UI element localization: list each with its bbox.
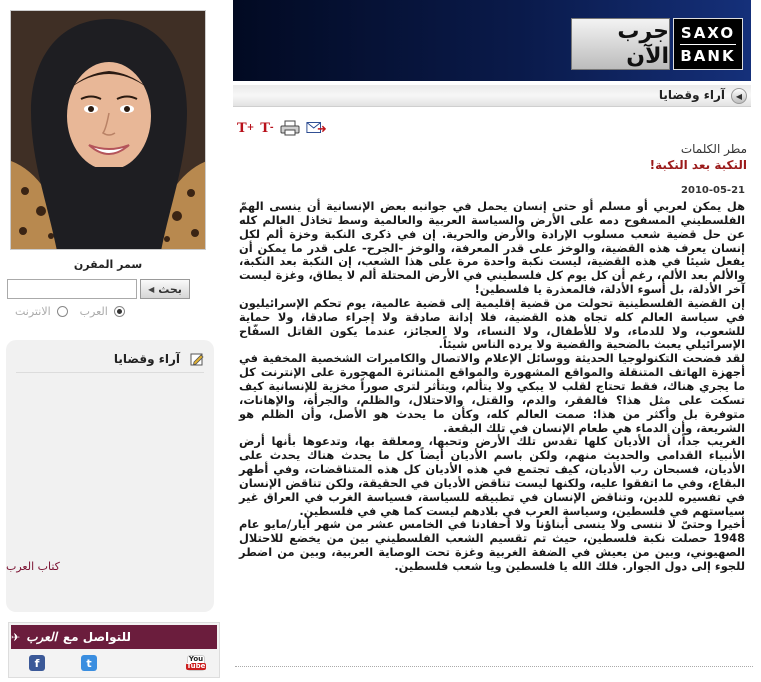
connect-logo-icon: ✈: [11, 630, 21, 644]
writers-link[interactable]: كتاب العرب: [6, 560, 60, 573]
email-icon[interactable]: [306, 120, 326, 136]
connect-box: [8, 622, 220, 678]
arrow-left-icon: ◀: [148, 284, 155, 294]
author-portrait: [11, 11, 206, 250]
article-date: 2010-05-21: [681, 185, 745, 196]
pencil-icon: [190, 352, 204, 366]
radio-internet[interactable]: [57, 306, 68, 317]
search-input[interactable]: [7, 279, 137, 299]
article-paragraph: إن القضية الفلسطينية تحولت من قضية إقليمية إلى قضية عالمية، يوم تحكم الإسرائيليون في سياسة العالم كله تجاه هذه القضية، فلا إدانة صادقة ولا إجراء صادقا، ولا حماية للشعوب، ولا للدماء، ولا للأطفال، ولا النساء، ولا العجائز، عندما يكون القاتل السفّاح الإسرائيلي يعبث بالضحية والقضية ولا يرده الناس شيئاً.: [239, 295, 745, 352]
panel-divider: [16, 372, 204, 373]
youtube-icon[interactable]: [187, 655, 205, 671]
main-content: [233, 0, 753, 682]
font-decrease-letter: T: [260, 120, 270, 136]
saxo-logo-line2: BANK: [680, 46, 736, 65]
opinions-panel-label: آراء وقضايا: [113, 352, 180, 366]
sidebar: [0, 0, 222, 682]
chevron-left-icon[interactable]: ◀: [731, 88, 747, 104]
article-paragraph: هل يمكن لعربي أو مسلم أو حتى إنسان يحمل في جوانبه بعض الإنسانية أن ينسى الهمّ الفلسطيني المسفوح دمه على الأرض والسياسة العربية والعالمية وسط تخاذل العالم كله عن حل قضية شعب مسلوب الإرادة والأرض والحرية. إن في ذكرى النكبة وخزة ألم لكل إنسان يعرف هذه القضية، والوخز على قدر المعرفة، والوخز -الجرح- على قدر ما يمكن أن يفعل شيئا في هذه القضية، ليست نكبة واحدة مرة على هذا الشعب، إن النكبة بعد النكبة، والألم بعد الألم، رغم أن كل يوم كل فلسطيني في الأرض المحتلة ألم لا يطاق، وغزة ليست آخر الأدلة، بل أسوء الأدلة، فالمعذرة يا فلسطين!: [239, 199, 745, 297]
article-tools: [237, 119, 326, 137]
font-increase-sign: +: [246, 123, 255, 133]
radio-alarab-label: العرب: [79, 304, 108, 318]
author-name: سمر المقرن: [73, 258, 143, 271]
font-increase-letter: T: [237, 120, 247, 136]
section-bar: [233, 85, 751, 107]
saxo-bank-logo: [673, 18, 743, 70]
connect-brand: العرب: [26, 630, 57, 644]
radio-internet-label: الانترنت: [15, 304, 51, 318]
article-paragraph: أخيرا وحتىّ لا ننسى ولا ينسى أبناؤنا ولا أحفادنا في الخامس عشر من شهر أيار/مايو عام 1948 حصلت نكبة فلسطين، حيث تم تقسيم الشعب الفلسطيني بين من يخضع للاحتلال الصهيوني، وبين من يعيش في الضفة الغربية وغزة تحت الوصاية العربية، وبين من اضطر للجوء إلى دول الجوار. فلك الله يا فلسطين ويا شعب فلسطين.: [239, 517, 745, 573]
search-scope: [7, 303, 125, 319]
saxo-logo-line1: SAXO: [680, 23, 736, 42]
footer-divider: [235, 666, 753, 667]
article-author: مطر الكلمات: [680, 142, 747, 156]
search-button-label: بحث: [158, 282, 182, 296]
article-body: [239, 200, 745, 574]
section-title[interactable]: آراء وقضايا: [658, 88, 725, 102]
connect-label: للتواصل مع: [62, 630, 131, 644]
twitter-icon[interactable]: t: [81, 655, 97, 671]
article-paragraph: الغريب جداً، أن الأديان كلها تقدس تلك الأرض وتحبها، ومعلقة بها، وتدعوها بأنها أرض الأنبياء القدامى والحديث منهم، ولكن باسم الأديان أيضاً كل ما يحدث هناك يحدث على الأديان، فسبحان رب الأديان، كيف تجتمع في هذه الأديان كل هذه المتناقضات، وفي أطهر البقاع، وفي ما اتفقوا عليه، ولكنها ليست تناقض الأديان في الحقيقة، ولكن تناقض الإنسان في تفسيره للدين، وتناقض الإنسان في تطبيقه للسياسة، فسياسة الغرب في العراق غير سياستهم في فلسطين، وسياسة العرب في بلادهم ليست كما هي في فلسطين.: [239, 434, 745, 518]
font-decrease-button[interactable]: [260, 119, 273, 137]
saxo-logo-rule: [680, 44, 736, 45]
font-increase-button[interactable]: [237, 119, 254, 137]
article-title: النكبة بعد النكبة!: [649, 158, 747, 172]
youtube-icon-tube: Tube: [186, 662, 206, 670]
try-now-button[interactable]: جرب الآن: [571, 18, 670, 70]
youtube-icon-text: You: [188, 655, 204, 663]
printer-icon[interactable]: [280, 120, 300, 136]
opinions-panel-title[interactable]: [114, 348, 204, 370]
font-decrease-sign: -: [269, 123, 274, 133]
search-button[interactable]: [140, 279, 190, 299]
ad-banner[interactable]: [233, 0, 751, 81]
author-photo: [10, 10, 206, 250]
article-paragraph: لقد فضحت التكنولوجيا الحديثة ووسائل الإعلام والاتصال والكاميرات الشخصية المخفية في أجهزة الهاتف المتنقلة والمواقع المشهورة والمواقع المتناثرة المهجورة على الإنترنت كل ما يجري هناك، فقط تحتاج لقلب لا يبكي ولا يتألم، ويتأثر لترى صوراً مخزية للإنسانية كيف تسكت على مثل هذا؟ فالفقر، والدم، والقتل، والاحتلال، والظلم، والجرأة، والإهانات، متوفرة بل وأكثر من هذا: صمت العالم كله، وكأن ما يحدث هو الأصل، وأن الظلم هو الشريعة، وأن الدماء هي طعام الإنسان في تلك البقعة.: [239, 351, 745, 435]
connect-bar: [11, 625, 217, 649]
facebook-icon[interactable]: f: [29, 655, 45, 671]
radio-alarab[interactable]: [114, 306, 125, 317]
